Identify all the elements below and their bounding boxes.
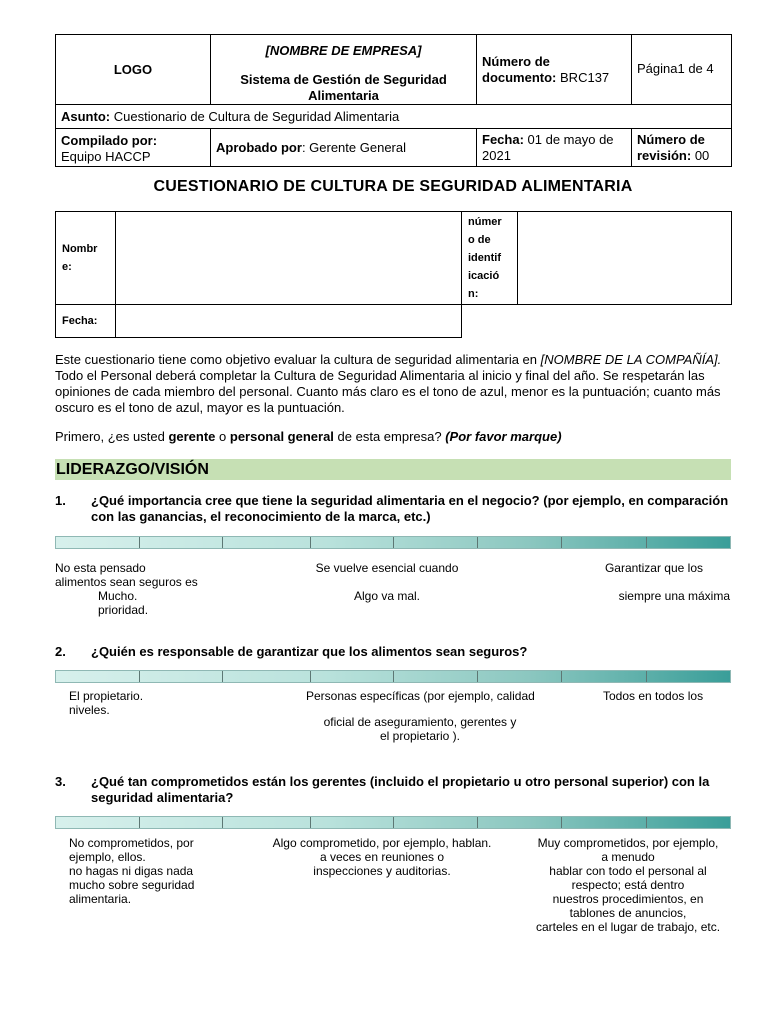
identification-form <box>55 211 732 338</box>
role-question: Primero, ¿es usted gerente o personal general de esta empresa? (Por favor marque) <box>55 429 562 444</box>
page-title: CUESTIONARIO DE CULTURA DE SEGURIDAD ALIMENTARIA <box>153 178 633 195</box>
system-name: Sistema de Gestión de Seguridad Alimentaria <box>240 72 447 103</box>
scale-2-mid-label: Personas específicas (por ejemplo, calidad oficial de aseguramiento, gerentes y el propietario ). <box>306 689 535 743</box>
document-header <box>55 34 732 167</box>
approved-cell <box>211 129 477 167</box>
revision-cell <box>632 129 732 167</box>
date-label: Fecha: <box>482 131 524 147</box>
doc-number-cell <box>477 35 632 105</box>
subject-value: Cuestionario de Cultura de Seguridad Alimentaria <box>113 108 400 124</box>
rating-scale-2[interactable] <box>55 670 731 683</box>
scale-1-mid-label: Se vuelve esencial cuando Algo va mal. <box>315 561 459 603</box>
scale-1-high-label: Garantizar que los siempre una máxima <box>604 561 730 603</box>
question-2: 2. ¿Quién es responsable de garantizar que los alimentos sean seguros? <box>55 644 528 659</box>
scale-2-high-label: Todos en todos los <box>603 689 704 703</box>
scale-1-low-label: No esta pensado alimentos sean seguros es Mucho. prioridad. <box>55 561 198 617</box>
company-cell <box>211 35 477 105</box>
scale-2-low-label: El propietario. niveles. <box>69 689 144 717</box>
section-heading: LIDERAZGO/VISIÓN <box>55 459 731 480</box>
compiled-label: Compilado por: <box>61 132 158 148</box>
date-value: 01 de mayo de 2021 <box>482 131 614 163</box>
compiled-cell <box>56 129 211 167</box>
scale-3-mid-label: Algo comprometido, por ejemplo, hablan. a veces en reuniones o inspecciones y auditorias. <box>272 836 492 878</box>
company-name: [NOMBRE DE EMPRESA] <box>265 43 422 58</box>
scale-3-low-label: No comprometidos, por ejemplo, ellos. no hagas ni digas nada mucho sobre seguridad alimentaria. <box>69 836 195 906</box>
name-field[interactable] <box>116 212 462 305</box>
page-number: Página1 de 4 <box>632 35 732 105</box>
question-3: 3. ¿Qué tan comprometidos están los gerentes (incluido el propietario u otro personal superior) con la seguridad alimentaria? <box>55 774 710 805</box>
subject-row <box>56 105 732 129</box>
logo-placeholder: LOGO <box>56 35 211 105</box>
revision-value: 00 <box>694 147 710 163</box>
date-field-label: Fecha: <box>56 305 116 338</box>
rating-scale-3[interactable] <box>55 816 731 829</box>
intro-paragraph: Este cuestionario tiene como objetivo evaluar la cultura de seguridad alimentaria en [NOMBRE DE LA COMPAÑÍA]. Todo el Personal deberá completar la Cultura de Seguridad Alimentaria al inicio y final del año. Se respetarán las opiniones de cada miembro del personal. Cuanto más claro es el tono de azul, menor es la puntuación; cuanto más oscuro es el tono de azul, mayor es la puntuación. <box>55 352 722 415</box>
approved-value: : Gerente General <box>301 139 406 155</box>
name-label: Nombr e: <box>56 212 116 305</box>
id-number-label: númer o de identif icació n: <box>462 212 518 305</box>
rating-scale-1[interactable] <box>55 536 731 549</box>
doc-number-value: BRC137 <box>560 69 610 85</box>
id-number-field[interactable] <box>518 212 732 305</box>
date-field[interactable] <box>116 305 462 338</box>
scale-3-high-label: Muy comprometidos, por ejemplo, a menudo hablar con todo el personal al respecto; está dentro nuestros procedimientos, en tablones de anuncios, carteles en el lugar de trabajo, etc. <box>535 836 721 934</box>
revision-label: Número de revisión: <box>637 131 705 163</box>
subject-label: Asunto: <box>61 108 111 124</box>
approved-label: Aprobado por <box>216 139 302 155</box>
doc-number-label: Número de documento: <box>482 53 557 85</box>
question-1: 1. ¿Qué importancia cree que tiene la seguridad alimentaria en el negocio? (por ejemplo, en comparación con las ganancias, el reconocimiento de la marca, etc.) <box>55 493 729 524</box>
compiled-value: Equipo HACCP <box>61 148 151 164</box>
date-cell <box>477 129 632 167</box>
